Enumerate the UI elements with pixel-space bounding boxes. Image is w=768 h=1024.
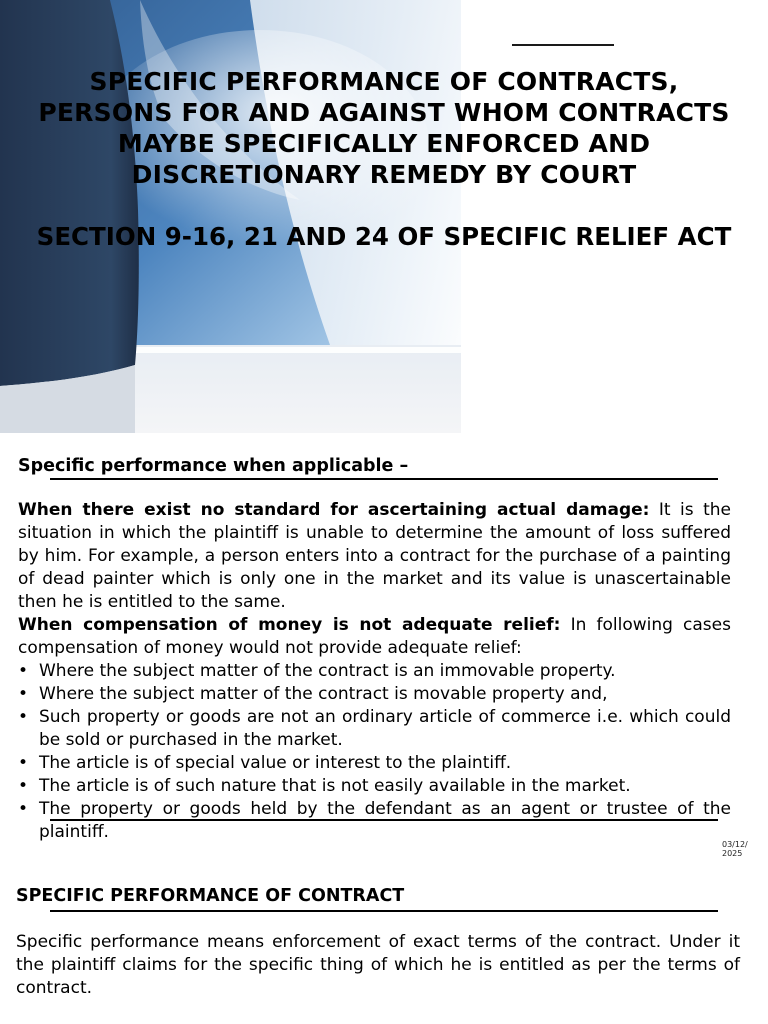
bullet-icon: •: [18, 707, 29, 727]
applicability-slide: [0, 433, 768, 863]
title-line: SPECIFIC PERFORMANCE OF CONTRACTS,: [89, 67, 679, 96]
list-item-text: The article is of special value or interest to the plaintiff.: [39, 753, 512, 773]
heading-underline: [50, 910, 718, 912]
definition-slide: [0, 863, 768, 1024]
abstract-architecture-background: [0, 0, 461, 433]
paragraph-lead: When compensation of money is not adequate relief:: [18, 615, 561, 635]
paragraph: [18, 614, 731, 660]
list-item: [18, 683, 731, 706]
slide-date: 03/12/ 2025: [722, 840, 748, 858]
heading-underline: [50, 478, 718, 480]
slide-heading: Specific performance when applicable –: [18, 456, 409, 476]
list-item-text: The article is of such nature that is not easily available in the market.: [39, 776, 631, 796]
title-slide: [0, 0, 768, 433]
list-item: [18, 798, 731, 844]
slide-title: [0, 66, 768, 190]
slide-heading: SPECIFIC PERFORMANCE OF CONTRACT: [16, 886, 405, 906]
title-line: PERSONS FOR AND AGAINST WHOM CONTRACTS: [38, 98, 730, 127]
list-item: [18, 660, 731, 683]
bullet-list: [18, 660, 731, 844]
list-item: [18, 752, 731, 775]
bullet-icon: •: [18, 776, 29, 796]
slide-body: Specific performance means enforcement of exact terms of the contract. Under it the plaintiff claims for the specific thing of which he is entitled as per the terms of contract.: [16, 932, 740, 998]
slide-body: [18, 499, 731, 844]
list-item: [18, 775, 731, 798]
list-item: [18, 706, 731, 752]
title-line: MAYBE SPECIFICALLY ENFORCED AND: [117, 129, 651, 158]
paragraph-lead: When there exist no standard for ascertaining actual damage:: [18, 500, 650, 520]
title-rule: [512, 44, 614, 46]
bullet-icon: •: [18, 799, 29, 819]
paragraph-text: It is the situation in which the plaintiff is unable to determine the amount of loss suffered by him. For example, a person enters into a contract for the purchase of a painting of dead painter which is only one in the market and its value is unascertainable then he is entitled to the same.: [18, 500, 731, 612]
list-item-text: Such property or goods are not an ordinary article of commerce i.e. which could be sold or purchased in the market.: [39, 707, 731, 750]
list-item-text: The property or goods held by the defendant as an agent or trustee of the plaintiff.: [39, 799, 731, 842]
bullet-icon: •: [18, 661, 29, 681]
paragraph: [18, 499, 731, 614]
bullet-icon: •: [18, 753, 29, 773]
list-item-text: Where the subject matter of the contract is movable property and,: [39, 684, 608, 704]
slide-subtitle: SECTION 9-16, 21 AND 24 OF SPECIFIC RELIEF ACT: [36, 222, 732, 251]
paragraph-text: In following cases compensation of money would not provide adequate relief:: [18, 615, 731, 658]
footer-rule: [50, 819, 718, 821]
title-line: DISCRETIONARY REMEDY BY COURT: [131, 160, 637, 189]
list-item-text: Where the subject matter of the contract is an immovable property.: [39, 661, 616, 681]
bullet-icon: •: [18, 684, 29, 704]
